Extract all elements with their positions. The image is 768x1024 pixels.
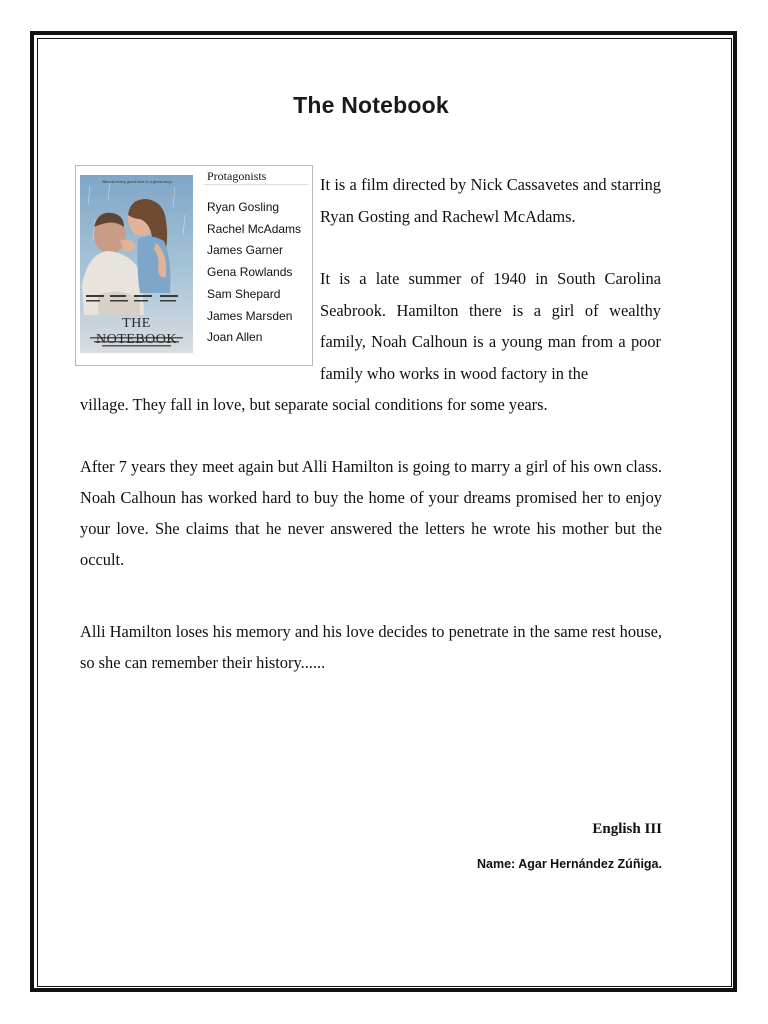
poster-logo-text: THE NOTEBOOK [96, 316, 177, 347]
poster-tagline: Behind every great love is a great story [102, 179, 172, 184]
protagonists-divider [204, 184, 308, 185]
student-name: Name: Agar Hernández Zúñiga. [477, 857, 662, 871]
protagonist-item: Sam Shepard [207, 286, 281, 301]
course-name: English III [592, 821, 662, 837]
protagonist-item: James Garner [207, 243, 284, 258]
protagonist-item: Ryan Gosling [207, 200, 280, 214]
protagonists-heading: Protagonists [207, 169, 267, 183]
paragraph-intro: It is a film directed by Nick Cassavetes and starring Ryan Gosting and Rachewl McAdams. [320, 175, 661, 226]
protagonist-item: Gena Rowlands [207, 265, 293, 280]
movie-poster-image [80, 175, 193, 353]
paragraph-ending: Alli Hamilton loses his memory and his love decides to penetrate in the same rest house, so she can remember their history...... [80, 622, 662, 672]
page-title: The Notebook [293, 92, 449, 118]
protagonist-item: James Marsden [207, 308, 293, 323]
paragraph-reunion: After 7 years they meet again but Alli Hamilton is going to marry a girl of his own class. Noah Calhoun has worked hard to buy the home of your dreams promised her to enjoy your love. She claims that he never answered the letters he wrote his mother but the occult. [80, 457, 662, 569]
paragraph-setting: It is a late summer of 1940 in South Carolina Seabrook. Hamilton there is a girl of wealthy family, Noah Calhoun is a young man from a poor family who works in wood factory in the [320, 269, 661, 383]
paragraph-setting-continued: village. They fall in love, but separate social conditions for some years. [80, 395, 548, 414]
poster-table [75, 165, 313, 366]
protagonists-list [207, 197, 301, 349]
protagonist-item: Rachel McAdams [207, 221, 302, 236]
protagonist-item: Joan Allen [207, 330, 263, 345]
